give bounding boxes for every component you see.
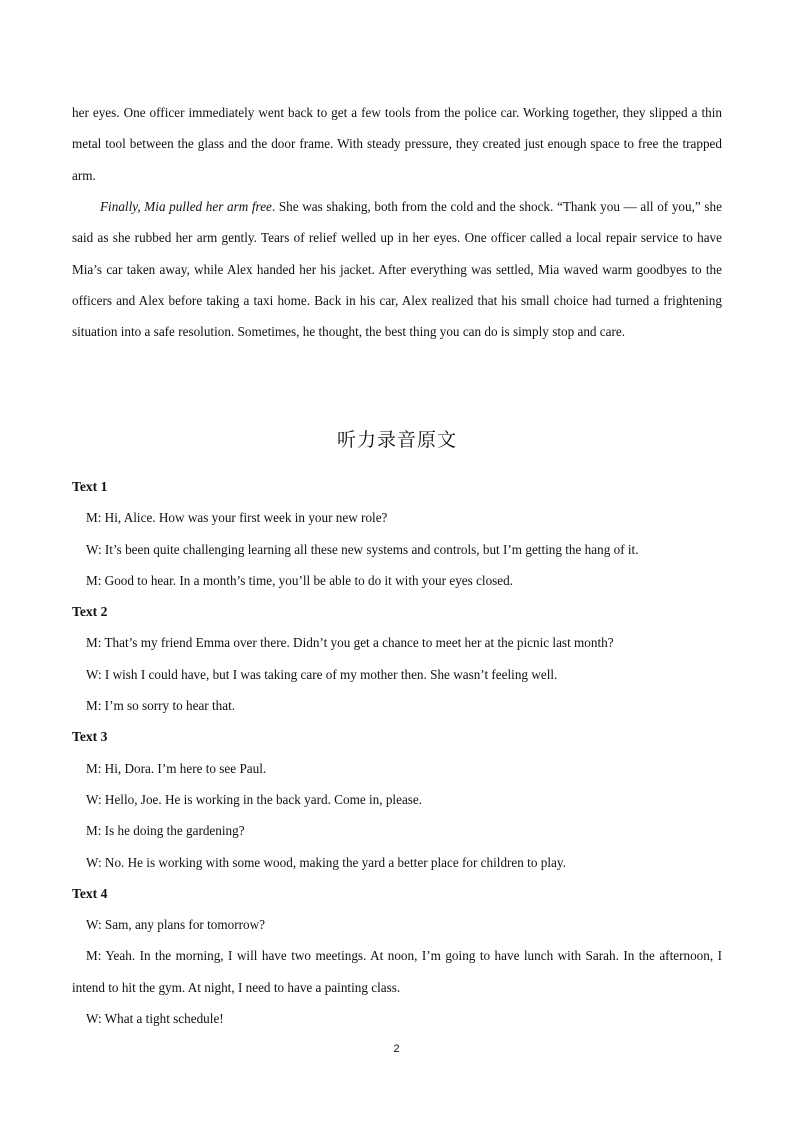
dialogue-line: M: Is he doing the gardening?: [86, 823, 245, 839]
dialogue-line: W: What a tight schedule!: [86, 1011, 224, 1027]
transcript-heading: 听力录音原文: [336, 429, 457, 451]
text-label: Text 3: [72, 729, 108, 745]
text-label: Text 4: [72, 885, 108, 901]
dialogue-line: M: Hi, Alice. How was your first week in your new role?: [86, 510, 388, 526]
text-block: [72, 596, 722, 721]
dialogue-line: M: Good to hear. In a month’s time, you’ll be able to do it with your eyes closed.: [86, 572, 514, 588]
story-paragraph-2: [72, 191, 722, 347]
text-block: [72, 721, 722, 877]
text-label: Text 1: [72, 479, 108, 494]
dialogue-line: M: Yeah. In the morning, I will have two meetings. At noon, I’m going to have lunch with Sarah. In the afternoon, I intend to hit the gym. At night, I need to have a painting class.: [72, 948, 722, 995]
dialogue-line: M: Hi, Dora. I’m here to see Paul.: [86, 760, 267, 776]
transcript-section: [72, 471, 722, 1034]
text-block: [72, 471, 722, 596]
text-block: [72, 878, 722, 1034]
story-paragraph-2-rest: . She was shaking, both from the cold and the shock. “Thank you — all of you,” she said as she rubbed her arm gently. Tears of relief welled up in her eyes. One officer called a local repair service to have Mia’s car taken away, while Alex handed her his jacket. After everything was settled, Mia waved warm goodbyes to the officers and Alex before taking a taxi home. Back in his car, Alex realized that his small choice had turned a frightening situation into a safe resolution. Sometimes, he thought, the best thing you can do is simply stop and care.: [72, 199, 722, 340]
dialogue-line: W: No. He is working with some wood, making the yard a better place for children to play.: [86, 854, 566, 870]
page-number: 2: [393, 1043, 400, 1055]
dialogue-line: W: It’s been quite challenging learning all these new systems and controls, but I’m getting the hang of it.: [86, 541, 639, 557]
dialogue-line: M: I’m so sorry to hear that.: [86, 698, 236, 714]
dialogue-line: W: Sam, any plans for tomorrow?: [86, 917, 265, 933]
dialogue-line: M: That’s my friend Emma over there. Didn’t you get a chance to meet her at the picnic last month?: [86, 635, 614, 651]
story-italic-phrase: Finally, Mia pulled her arm free: [100, 199, 272, 214]
story-paragraph-1: her eyes. One officer immediately went back to get a few tools from the police car. Working together, they slipped a thin metal tool between the glass and the door frame. With steady pressure, they created just enough space to free the trapped arm.: [72, 105, 722, 183]
text-label: Text 2: [72, 604, 108, 620]
dialogue-line: W: I wish I could have, but I was taking care of my mother then. She wasn’t feeling well.: [86, 666, 558, 682]
dialogue-line: W: Hello, Joe. He is working in the back yard. Come in, please.: [86, 791, 423, 807]
